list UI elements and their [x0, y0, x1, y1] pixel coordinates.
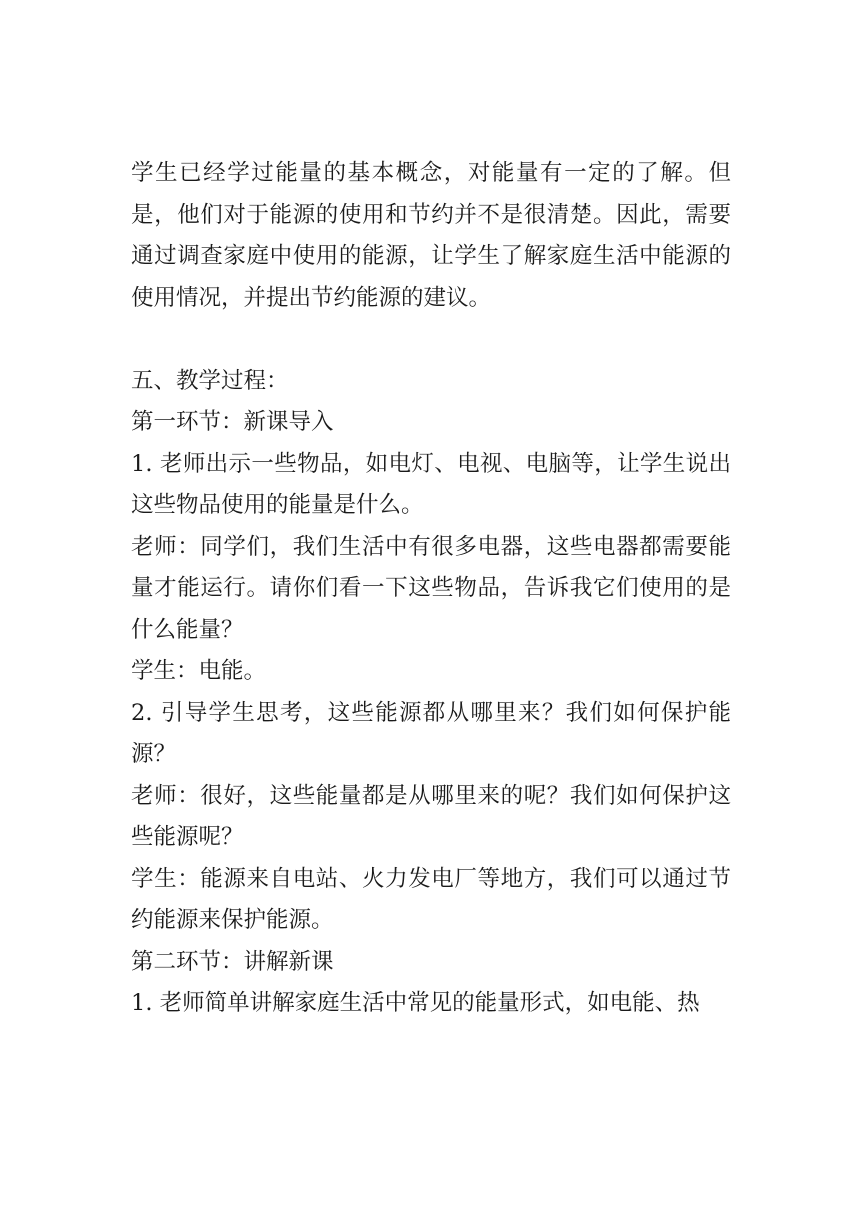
part1-student-line-2: 学生：能源来自电站、火力发电厂等地方，我们可以通过节约能源来保护能源。	[131, 865, 731, 933]
part2-heading: 第二环节：讲解新课	[131, 948, 334, 975]
part1-teacher-line-1: 老师：同学们，我们生活中有很多电器，这些电器都需要能量才能运行。请你们看一下这些物品，告诉我它们使用的是什么能量？	[131, 533, 731, 643]
intro-paragraph: 学生已经学过能量的基本概念，对能量有一定的了解。但是，他们对于能源的使用和节约并不是很清楚。因此，需要通过调查家庭中使用的能源，让学生了解家庭生活中能源的使用情况，并提出节约能源的建议。	[131, 160, 731, 311]
part1-teacher-line-2: 老师：很好，这些能量都是从哪里来的呢？我们如何保护这些能源呢？	[131, 782, 731, 850]
document-body	[131, 153, 731, 1025]
part1-student-line-1: 学生：电能。	[131, 658, 267, 684]
part1-heading: 第一环节：新课导入	[131, 409, 334, 435]
part2-item1: 1. 老师简单讲解家庭生活中常见的能量形式，如电能、热	[131, 990, 700, 1016]
part1-item1: 1. 老师出示一些物品，如电灯、电视、电脑等，让学生说出这些物品使用的能量是什么。	[131, 450, 731, 518]
paragraph-gap	[131, 319, 731, 361]
section-heading: 五、教学过程：	[131, 367, 289, 394]
part1-item2: 2. 引导学生思考，这些能源都从哪里来？我们如何保护能源？	[131, 699, 731, 767]
